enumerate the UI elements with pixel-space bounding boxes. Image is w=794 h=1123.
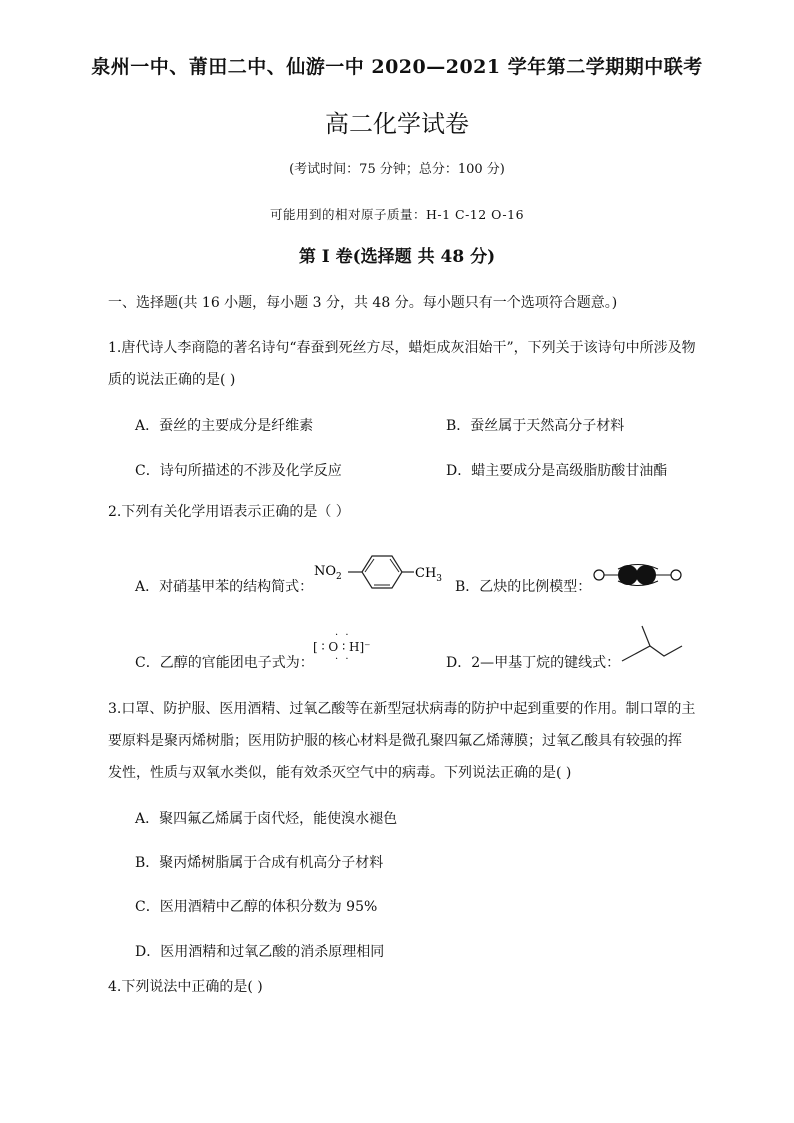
hydroxyl-electron-formula	[313, 630, 403, 666]
nitro-group-label: $NO_2$	[314, 564, 342, 582]
exam-title: 泉州一中、莆田二中、仙游一中 2020—2021 学年第二学期期中联考	[91, 56, 703, 78]
question-1-option-d: D．蜡主要成分是高级脂肪酸甘油酯	[446, 463, 668, 479]
question-3-option-c: C．医用酒精中乙醇的体积分数为 95%	[135, 899, 378, 915]
carbon-atom	[618, 565, 638, 585]
question-2-option-d: D．2—甲基丁烷的键线式：	[446, 655, 621, 671]
hydrogen-atom	[594, 570, 604, 580]
question-3-option-b: B．聚丙烯树脂属于合成有机高分子材料	[135, 855, 384, 871]
benzene-ring	[362, 556, 402, 588]
subject-title: 高二化学试卷	[325, 110, 469, 138]
question-2-option-c: C．乙醇的官能团电子式为：	[135, 655, 314, 671]
question-3-option-a: A．聚四氟乙烯属于卤代烃，能使溴水褪色	[135, 811, 398, 827]
section-instruction: 一、选择题(共 16 小题，每小题 3 分，共 48 分。每小题只有一个选项符合题意。)	[108, 295, 618, 311]
exam-info: (考试时间：75 分钟；总分：100 分)	[289, 162, 505, 177]
question-3-option-d: D．医用酒精和过氧乙酸的消杀原理相同	[135, 944, 385, 960]
question-2-stem: 2.下列有关化学用语表示正确的是（ ）	[108, 504, 350, 520]
acetylene-model	[590, 560, 686, 590]
question-1-option-b: B．蚕丝属于天然高分子材料	[446, 418, 625, 434]
atomic-masses: 可能用到的相对原子质量：H-1 C-12 O-16	[269, 207, 525, 222]
p-nitrotoluene-structure	[310, 550, 450, 600]
question-3-stem-line-3: 发性，性质与双氧水类似，能有效杀灭空气中的病毒。下列说法正确的是( )	[108, 765, 572, 781]
lone-pair-dots-bottom: · ·	[335, 654, 351, 665]
2-methylbutane-skeletal	[620, 624, 686, 664]
question-1-stem-line-2: 质的说法正确的是( )	[108, 372, 236, 388]
question-3-stem-line-2: 要原料是聚丙烯树脂；医用防护服的核心材料是微孔聚四氟乙烯薄膜；过氧乙酸具有较强的挥	[108, 733, 682, 749]
section-heading: 第 I 卷(选择题 共 48 分)	[298, 247, 496, 267]
lone-pair-dots-top: · ·	[335, 630, 351, 641]
question-2-option-b: B．乙炔的比例模型：	[455, 579, 592, 595]
question-4-stem: 4.下列说法中正确的是( )	[108, 979, 263, 995]
question-2-option-a: A．对硝基甲苯的结构简式：	[135, 579, 314, 595]
electron-formula-text: [ ∶ O ∶ H]⁻	[313, 640, 371, 654]
carbon-atom	[636, 565, 656, 585]
hydrogen-atom	[671, 570, 681, 580]
question-1-option-c: C．诗句所描述的不涉及化学反应	[135, 463, 342, 479]
question-1-stem-line-1: 1.唐代诗人李商隐的著名诗句“春蚕到死丝方尽，蜡炬成灰泪始干”，下列关于该诗句中所涉及物	[108, 340, 696, 356]
question-3-stem-line-1: 3.口罩、防护服、医用酒精、过氧乙酸等在新型冠状病毒的防护中起到重要的作用。制口罩的主	[108, 701, 696, 717]
methyl-group-label: $CH_3$	[415, 566, 443, 584]
question-1-option-a: A．蚕丝的主要成分是纤维素	[135, 418, 314, 434]
